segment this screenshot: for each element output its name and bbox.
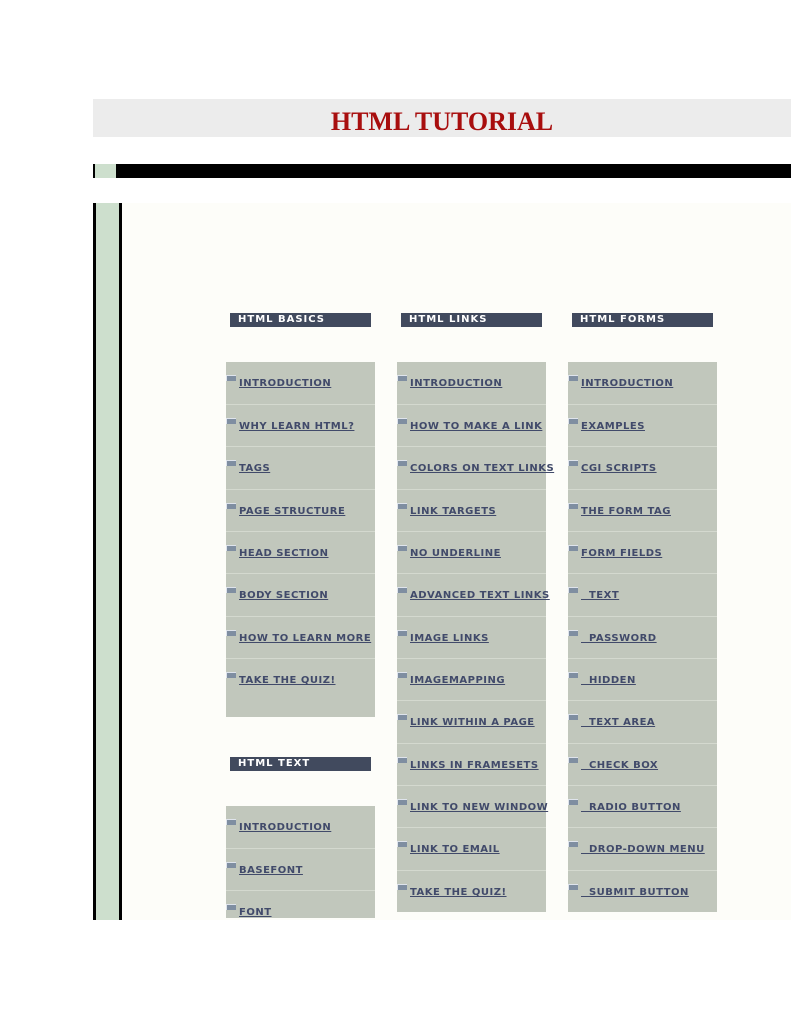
nav-item[interactable] <box>397 489 546 531</box>
bullet-icon <box>568 799 578 805</box>
divider-accent <box>95 164 116 178</box>
nav-link[interactable]: HOW TO LEARN MORE <box>239 633 372 644</box>
nav-panel-links <box>397 362 555 912</box>
bullet-icon <box>397 672 407 678</box>
nav-item[interactable] <box>568 870 717 912</box>
nav-panel-text <box>226 806 375 918</box>
divider-bar <box>93 164 791 178</box>
nav-link[interactable]: SUBMIT BUTTON <box>581 887 689 898</box>
nav-item[interactable] <box>226 573 375 615</box>
nav-item[interactable] <box>226 362 375 404</box>
nav-link[interactable]: WHY LEARN HTML? <box>239 421 355 432</box>
nav-item[interactable] <box>568 616 717 658</box>
nav-item[interactable] <box>397 700 546 742</box>
nav-panel-forms <box>568 362 717 912</box>
nav-item[interactable] <box>397 743 546 785</box>
nav-link[interactable]: LINKS IN FRAMESETS <box>410 760 539 771</box>
nav-link[interactable]: PASSWORD <box>581 633 657 644</box>
nav-item[interactable] <box>568 827 717 869</box>
nav-link[interactable]: LINK TO NEW WINDOW <box>410 802 549 813</box>
bullet-icon <box>397 418 407 424</box>
nav-link[interactable]: TEXT <box>581 590 620 601</box>
bullet-icon <box>226 587 236 593</box>
nav-link[interactable]: COLORS ON TEXT LINKS <box>410 463 555 474</box>
nav-item[interactable] <box>226 616 375 658</box>
nav-link[interactable]: TAKE THE QUIZ! <box>410 887 507 898</box>
nav-item[interactable] <box>397 446 555 488</box>
nav-item[interactable] <box>397 658 546 700</box>
nav-item[interactable] <box>397 827 546 869</box>
nav-link[interactable]: RADIO BUTTON <box>581 802 681 813</box>
bullet-icon <box>226 672 236 678</box>
nav-link[interactable]: ADVANCED TEXT LINKS <box>410 590 550 601</box>
nav-link[interactable]: EXAMPLES <box>581 421 645 432</box>
nav-link[interactable]: HIDDEN <box>581 675 636 686</box>
nav-link[interactable]: TAKE THE QUIZ! <box>239 675 336 686</box>
nav-link[interactable]: PAGE STRUCTURE <box>239 506 346 517</box>
nav-item[interactable] <box>397 531 546 573</box>
left-green-strip <box>96 203 119 920</box>
nav-item[interactable] <box>397 362 546 404</box>
bullet-icon <box>568 672 578 678</box>
nav-item[interactable] <box>226 658 375 700</box>
bullet-icon <box>226 545 236 551</box>
nav-link[interactable]: INTRODUCTION <box>239 822 332 833</box>
nav-item[interactable] <box>568 785 717 827</box>
bullet-icon <box>568 587 578 593</box>
nav-item[interactable] <box>568 404 717 446</box>
bullet-icon <box>568 841 578 847</box>
nav-link[interactable]: HEAD SECTION <box>239 548 329 559</box>
bullet-icon <box>568 375 578 381</box>
nav-item[interactable] <box>226 806 375 848</box>
nav-item[interactable] <box>226 531 375 573</box>
bullet-icon <box>568 418 578 424</box>
nav-item[interactable] <box>568 573 717 615</box>
nav-item[interactable] <box>568 743 717 785</box>
nav-link[interactable]: INTRODUCTION <box>239 378 332 389</box>
bullet-icon <box>397 503 407 509</box>
nav-item[interactable] <box>397 870 546 912</box>
bullet-icon <box>568 884 578 890</box>
bullet-icon <box>397 841 407 847</box>
nav-link[interactable]: FONT <box>239 907 272 918</box>
nav-link[interactable]: TEXT AREA <box>581 717 656 728</box>
nav-link[interactable]: IMAGEMAPPING <box>410 675 506 686</box>
nav-link[interactable]: INTRODUCTION <box>410 378 503 389</box>
nav-link[interactable]: LINK WITHIN A PAGE <box>410 717 535 728</box>
nav-item[interactable] <box>226 848 375 890</box>
bullet-icon <box>568 460 578 466</box>
bullet-icon <box>226 862 236 868</box>
nav-item[interactable] <box>568 658 717 700</box>
nav-link[interactable]: DROP-DOWN MENU <box>581 844 705 855</box>
nav-item[interactable] <box>226 489 375 531</box>
section-header-basics: HTML BASICS <box>230 313 371 327</box>
bullet-icon <box>397 587 407 593</box>
nav-link[interactable]: CGI SCRIPTS <box>581 463 657 474</box>
bullet-icon <box>568 757 578 763</box>
bullet-icon <box>397 714 407 720</box>
nav-link[interactable]: BODY SECTION <box>239 590 329 601</box>
nav-item[interactable] <box>568 446 717 488</box>
nav-link[interactable]: LINK TO EMAIL <box>410 844 500 855</box>
nav-item[interactable] <box>226 404 375 446</box>
nav-item[interactable] <box>397 616 546 658</box>
section-header-links: HTML LINKS <box>401 313 542 327</box>
bullet-icon <box>226 904 236 910</box>
bullet-icon <box>397 375 407 381</box>
page-title: HTML TUTORIAL <box>330 107 554 136</box>
bullet-icon <box>226 503 236 509</box>
nav-link[interactable]: FORM FIELDS <box>581 548 663 559</box>
nav-link[interactable]: CHECK BOX <box>581 760 659 771</box>
bullet-icon <box>226 630 236 636</box>
bullet-icon <box>568 545 578 551</box>
bullet-icon <box>226 418 236 424</box>
nav-link[interactable]: HOW TO MAKE A LINK <box>410 421 543 432</box>
bullet-icon <box>397 799 407 805</box>
bullet-icon <box>226 375 236 381</box>
nav-panel-basics <box>226 362 375 717</box>
nav-item[interactable] <box>568 700 717 742</box>
bullet-icon <box>397 884 407 890</box>
nav-link[interactable]: BASEFONT <box>239 865 303 876</box>
nav-item[interactable] <box>226 890 375 918</box>
bullet-icon <box>397 545 407 551</box>
bullet-icon <box>226 460 236 466</box>
nav-item[interactable] <box>568 489 717 531</box>
bullet-icon <box>397 460 407 466</box>
nav-item[interactable] <box>226 446 375 488</box>
nav-item[interactable] <box>397 404 546 446</box>
bullet-icon <box>397 630 407 636</box>
section-header-forms: HTML FORMS <box>572 313 713 327</box>
bullet-icon <box>568 630 578 636</box>
nav-link[interactable]: NO UNDERLINE <box>410 548 501 559</box>
nav-item[interactable] <box>568 531 717 573</box>
bullet-icon <box>226 819 236 825</box>
bullet-icon <box>568 714 578 720</box>
nav-link[interactable]: INTRODUCTION <box>581 378 674 389</box>
nav-item[interactable] <box>568 362 717 404</box>
nav-link[interactable]: THE FORM TAG <box>581 506 671 517</box>
title-bar <box>93 99 791 137</box>
nav-link[interactable]: TAGS <box>239 463 271 474</box>
nav-item[interactable] <box>397 573 550 615</box>
section-header-text: HTML TEXT <box>230 757 371 771</box>
nav-item[interactable] <box>397 785 549 827</box>
bullet-icon <box>397 757 407 763</box>
nav-link[interactable]: IMAGE LINKS <box>410 633 489 644</box>
bullet-icon <box>568 503 578 509</box>
nav-link[interactable]: LINK TARGETS <box>410 506 497 517</box>
